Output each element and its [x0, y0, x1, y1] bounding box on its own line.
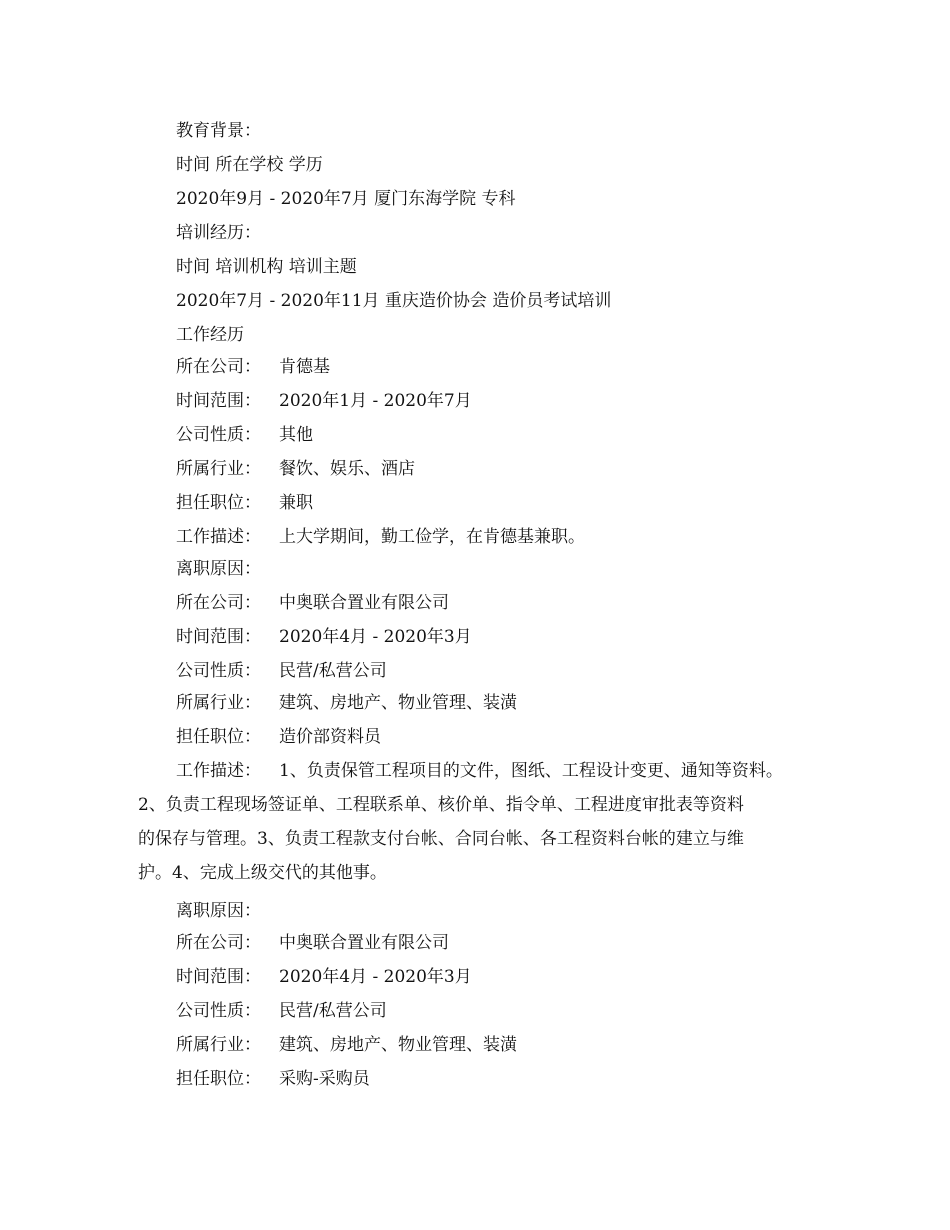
nature-label: 公司性质：	[176, 1001, 261, 1021]
position-label: 担任职位：	[176, 727, 261, 747]
nature-value: 其他	[279, 425, 313, 445]
job2-reason-label: 离职原因：	[176, 901, 261, 921]
job2-period-row	[176, 626, 472, 648]
job3-position-row	[176, 1068, 370, 1090]
company-value: 中奥联合置业有限公司	[279, 933, 449, 953]
industry-value: 餐饮、娱乐、酒店	[279, 459, 415, 479]
job1-period-row	[176, 390, 472, 412]
job3-company-row	[176, 932, 449, 954]
job1-desc-row	[176, 526, 585, 548]
job1-position-row	[176, 492, 313, 514]
position-value: 兼职	[279, 493, 313, 513]
industry-value: 建筑、房地产、物业管理、装潢	[279, 693, 517, 713]
training-entry: 2020年7月 - 2020年11月 重庆造价协会 造价员考试培训	[176, 291, 612, 311]
job2-position-row	[176, 726, 381, 748]
job3-nature-row	[176, 1000, 387, 1022]
industry-value: 建筑、房地产、物业管理、装潢	[279, 1035, 517, 1055]
job1-company-row	[176, 356, 330, 378]
industry-label: 所属行业：	[176, 1035, 261, 1055]
industry-label: 所属行业：	[176, 459, 261, 479]
period-label: 时间范围：	[176, 627, 261, 647]
job1-nature-row	[176, 424, 313, 446]
job3-industry-row	[176, 1034, 517, 1056]
period-value: 2020年1月 - 2020年7月	[279, 391, 472, 411]
education-column-header: 时间 所在学校 学历	[176, 155, 323, 175]
position-label: 担任职位：	[176, 493, 261, 513]
period-label: 时间范围：	[176, 391, 261, 411]
desc-label: 工作描述：	[176, 761, 261, 781]
period-value: 2020年4月 - 2020年3月	[279, 627, 472, 647]
job1-industry-row	[176, 458, 415, 480]
work-heading: 工作经历	[176, 325, 244, 345]
education-entry: 2020年9月 - 2020年7月 厦门东海学院 专科	[176, 189, 516, 209]
company-value: 中奥联合置业有限公司	[279, 593, 449, 613]
job2-desc-row	[176, 760, 783, 782]
desc-line-1: 1、负责保管工程项目的文件，图纸、工程设计变更、通知等资料。	[279, 761, 783, 781]
training-column-header: 时间 培训机构 培训主题	[176, 257, 357, 277]
job2-industry-row	[176, 692, 517, 714]
job3-period-row	[176, 966, 472, 988]
company-value: 肯德基	[279, 357, 330, 377]
job1-reason-label: 离职原因：	[176, 559, 261, 579]
training-heading: 培训经历：	[176, 223, 261, 243]
nature-label: 公司性质：	[176, 661, 261, 681]
job2-nature-row	[176, 660, 387, 682]
company-label: 所在公司：	[176, 357, 261, 377]
nature-label: 公司性质：	[176, 425, 261, 445]
job2-desc-line-4: 护。4、完成上级交代的其他事。	[138, 863, 387, 883]
desc-value: 上大学期间，勤工俭学，在肯德基兼职。	[279, 527, 585, 547]
position-value: 采购-采购员	[279, 1069, 370, 1089]
job2-desc-line-2: 2、负责工程现场签证单、工程联系单、核价单、指令单、工程进度审批表等资料	[138, 795, 744, 815]
period-label: 时间范围：	[176, 967, 261, 987]
position-label: 担任职位：	[176, 1069, 261, 1089]
education-heading: 教育背景：	[176, 121, 261, 141]
position-value: 造价部资料员	[279, 727, 381, 747]
period-value: 2020年4月 - 2020年3月	[279, 967, 472, 987]
nature-value: 民营/私营公司	[279, 661, 387, 681]
nature-value: 民营/私营公司	[279, 1001, 387, 1021]
job2-desc-line-3: 的保存与管理。3、负责工程款支付台帐、合同台帐、各工程资料台帐的建立与维	[138, 829, 744, 849]
company-label: 所在公司：	[176, 593, 261, 613]
desc-label: 工作描述：	[176, 527, 261, 547]
job2-company-row	[176, 592, 449, 614]
industry-label: 所属行业：	[176, 693, 261, 713]
company-label: 所在公司：	[176, 933, 261, 953]
